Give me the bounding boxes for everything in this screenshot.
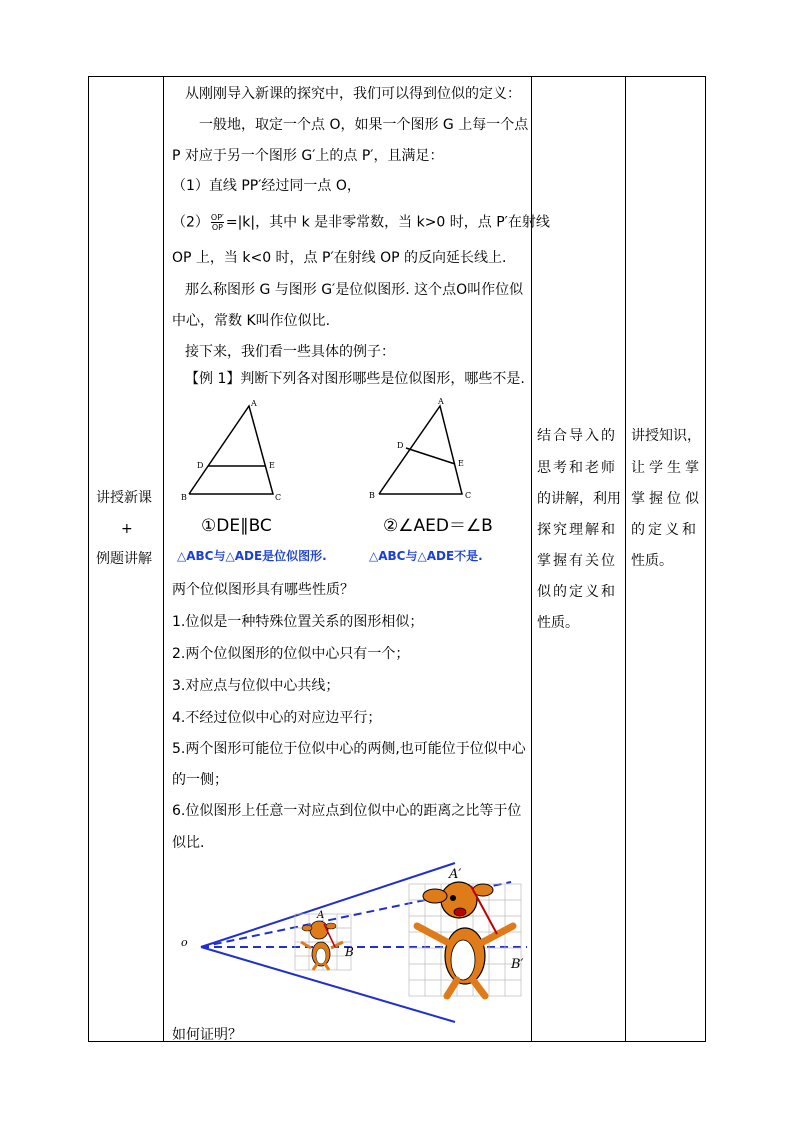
- fig1-label-b: B: [181, 493, 187, 502]
- homothety-dog-figure: [171, 856, 531, 1026]
- ratio-fraction: [211, 213, 224, 232]
- student-activity-line-3: 的讲解，利用: [537, 491, 621, 507]
- fig2-label-a: A: [438, 397, 444, 406]
- fig2-label-c: C: [465, 491, 472, 500]
- figure-2-result: △ABC与△ADE不是.: [369, 549, 483, 563]
- property-2: 2.两个位似图形的位似中心只有一个；: [172, 646, 410, 662]
- property-3: 3.对应点与位似中心共线；: [172, 678, 340, 694]
- design-intent-line-1: 讲授知识，: [631, 428, 701, 444]
- table-border-right: [705, 76, 706, 1042]
- condition-2-suffix: =|k|，其中 k 是非零常数，当 k>0 时，点 P′在射线: [225, 214, 550, 231]
- center-label-o: o: [181, 936, 188, 949]
- triangle-figure-2: [367, 394, 477, 504]
- figure-2-caption: ②∠AED＝∠B: [383, 516, 493, 536]
- property-5-line-2: 的一侧；: [172, 772, 228, 788]
- small-point-b: B: [345, 945, 354, 959]
- fig1-label-a: A: [251, 399, 257, 408]
- design-intent-line-2: 让学生掌: [631, 460, 703, 476]
- property-6-line-1: 6.位似图形上任意一对应点到位似中心的距离之比等于位: [172, 803, 522, 819]
- fraction-denominator: OP: [211, 223, 223, 232]
- design-intent-cell: [625, 76, 705, 1042]
- conclusion-line-2: 中心，常数 K叫作位似比.: [172, 313, 331, 329]
- student-activity-line-6: 似的定义和: [537, 584, 617, 600]
- student-activity-line-1: 结合导入的: [537, 428, 617, 444]
- intro-text: 从刚刚导入新课的探究中，我们可以得到位似的定义：: [185, 86, 521, 102]
- design-intent-line-4: 的定义和: [631, 522, 699, 538]
- large-dog-image: [417, 882, 513, 996]
- small-point-a: A: [317, 910, 325, 921]
- triangle-figure-1: [177, 394, 287, 504]
- design-intent-line-5: 性质。: [631, 553, 673, 569]
- conclusion-line-1: 那么称图形 G 与图形 G′是位似图形. 这个点O叫作位似: [185, 282, 524, 298]
- teaching-content-cell: [163, 76, 550, 1043]
- design-intent-line-3: 掌握位似: [631, 491, 703, 507]
- large-point-a-prime: A′: [449, 867, 462, 882]
- stage-label-2: +: [121, 521, 133, 537]
- stage-label-1: 讲授新课: [96, 490, 152, 506]
- condition-2-line-2: OP 上，当 k<0 时，点 P′在射线 OP 的反向延长线上.: [172, 250, 507, 266]
- student-activity-line-2: 思考和老师: [537, 460, 617, 476]
- property-4: 4.不经过位似中心的对应边平行；: [172, 710, 382, 726]
- fig2-label-d: D: [397, 441, 404, 450]
- stage-label-3: 例题讲解: [96, 551, 152, 567]
- next-text: 接下来，我们看一些具体的例子：: [185, 344, 395, 360]
- property-6-line-2: 似比.: [172, 835, 205, 851]
- definition-line-2: P 对应于另一个图形 G′上的点 P′，且满足：: [172, 148, 444, 164]
- student-activity-line-5: 掌握有关位: [537, 553, 617, 569]
- definition-line-1: 一般地，取定一个点 O，如果一个图形 G 上每一个点: [199, 117, 529, 133]
- example-1: 【例 1】判断下列各对图形哪些是位似图形，哪些不是.: [185, 371, 525, 387]
- student-activity-line-7: 性质。: [537, 615, 579, 631]
- figure-1-result: [177, 547, 327, 565]
- fig2-label-e: E: [458, 459, 464, 468]
- properties-title: 两个位似图形具有哪些性质？: [172, 582, 354, 598]
- student-activity-cell: [531, 76, 625, 1042]
- stage-cell: [88, 76, 163, 1042]
- large-point-b-prime: B′: [511, 957, 524, 972]
- fig1-label-c: C: [275, 493, 282, 502]
- proof-question: 如何证明？: [172, 1027, 242, 1043]
- student-activity-line-4: 探究理解和: [537, 522, 617, 538]
- condition-1: （1）直线 PP′经过同一点 O，: [172, 178, 361, 194]
- fig2-label-b: B: [369, 491, 375, 500]
- condition-2: [172, 213, 550, 232]
- condition-2-prefix: （2）: [172, 214, 209, 231]
- fig1-label-e: E: [269, 461, 275, 470]
- fig1-label-d: D: [197, 461, 204, 470]
- figure-1-result-text: △ABC与△ADE是位似图形.: [177, 549, 327, 563]
- property-1: 1.位似是一种特殊位置关系的图形相似；: [172, 614, 424, 630]
- property-5-line-1: 5.两个图形可能位于位似中心的两侧,也可能位于位似中心: [172, 741, 526, 757]
- fraction-numerator: OP′: [210, 213, 224, 222]
- figure-1-caption: ①DE∥BC: [201, 516, 272, 536]
